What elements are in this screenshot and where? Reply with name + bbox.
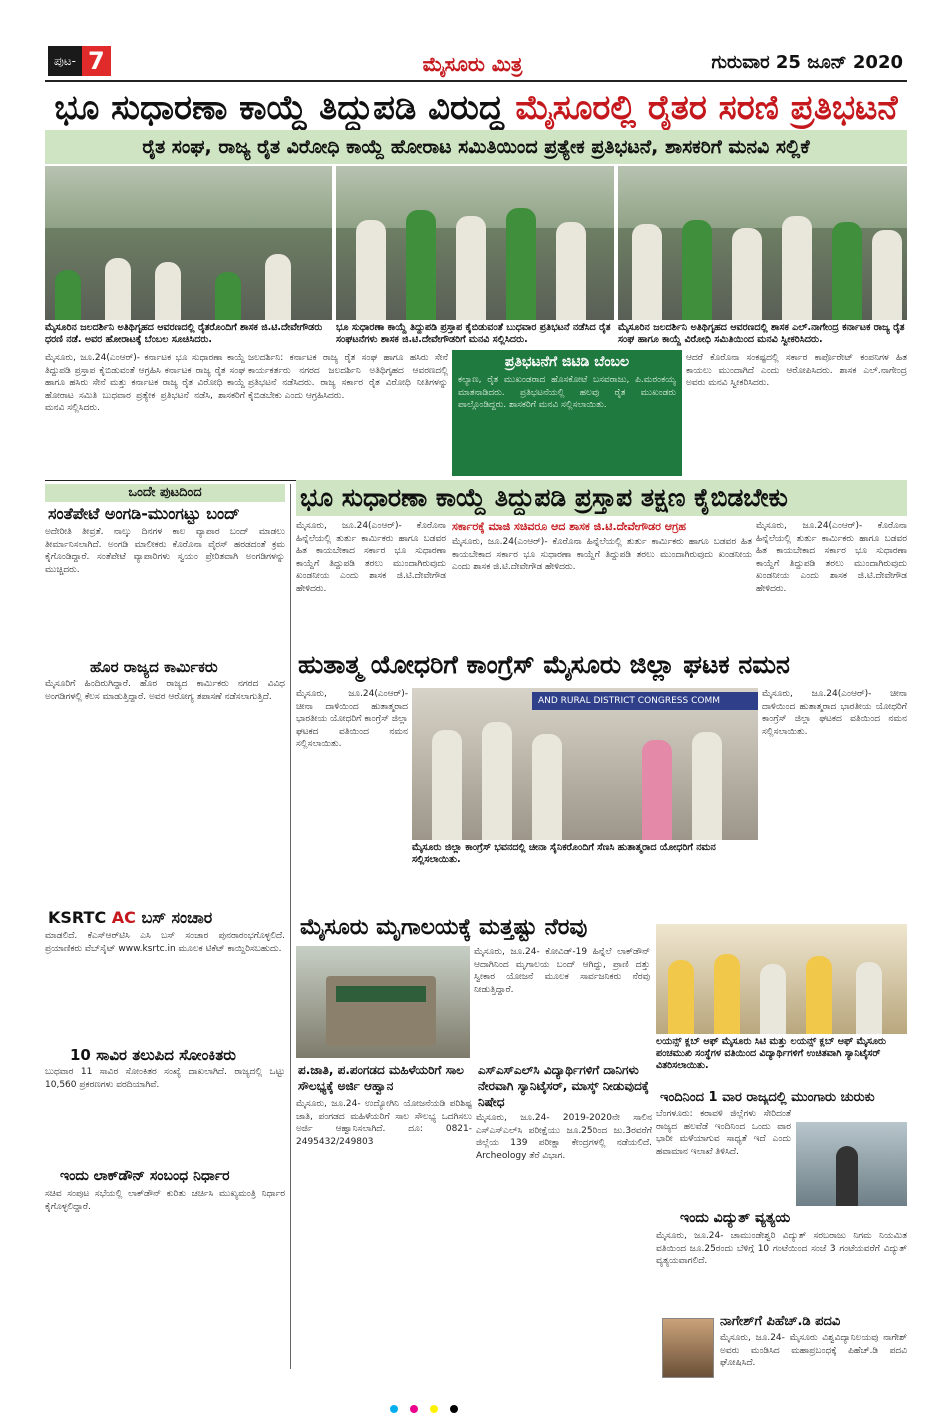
lions-photo	[656, 924, 907, 1034]
tribute-caption: ಮೈಸೂರು ಜಿಲ್ಲಾ ಕಾಂಗ್ರೆಸ್ ಭವನದಲ್ಲಿ ಚೀನಾ ಸೈನಿಕರೊಂದಿಗೆ ಸೆಣಸಿ ಹುತಾತ್ಮರಾದ ಯೋಧರಿಗೆ ನಮನ ಸಲ್ಲಿಸಲಾಯಿತು.	[412, 842, 716, 865]
masthead: ಮೈಸೂರು ಮಿತ್ರ	[422, 52, 523, 76]
black-dot-icon	[450, 1405, 458, 1413]
land-reform-body-3: ಮೈಸೂರು, ಜೂ.24(ಎಂಆರ್)- ಕೊರೊನಾ ಹಿನ್ನೆಲೆಯಲ್ಲಿ ತುರ್ತು ಕಾರ್ಮಿಕರು ಹಾಗೂ ಬಡವರ ಹಿತ ಕಾಯಬೇಕಾದ ಸರ್ಕಾರ ಭೂ ಸುಧಾರಣಾ ಕಾಯ್ದೆಗೆ ತಿದ್ದುಪಡಿ ತರಲು ಮುಂದಾಗಿರುವುದು ಖಂಡನೀಯ ಎಂದು ಶಾಸಕ ಜಿ.ಟಿ.ದೇವೇಗೌಡ ಹೇಳಿದರು.	[756, 521, 907, 594]
sslc-body: ಮೈಸೂರು, ಜೂ.24- 2019-2020ನೇ ಸಾಲಿನ ಎಸ್ಎಸ್ಎಲ್‌ಸಿ ಪರೀಕ್ಷೆಯು ಜೂ.25ರಿಂದ ಜು.3ರವರೆಗೆ ಜಿಲ್ಲೆಯ 139 ಪರೀಕ್ಷಾ ಕೇಂದ್ರಗಳಲ್ಲಿ ನಡೆಯಲಿದೆ. Archeology ತೆರೆ ವಿಭಾಗ.	[476, 1113, 652, 1161]
nagesh-portrait	[662, 1318, 714, 1378]
land-reform-title: ಭೂ ಸುಧಾರಣಾ ಕಾಯ್ದೆ ತಿದ್ದುಪಡಿ ಪ್ರಸ್ತಾಪ ತಕ್ಷಣ ಕೈಬಿಡಬೇಕು	[300, 483, 788, 512]
magenta-dot-icon	[410, 1405, 418, 1413]
land-reform-body-2: ಮೈಸೂರು, ಜೂ.24(ಎಂಆರ್)- ಕೊರೊನಾ ಹಿನ್ನೆಲೆಯಲ್ಲಿ ತುರ್ತು ಕಾರ್ಮಿಕರು ಹಾಗೂ ಬಡವರ ಹಿತ ಕಾಯಬೇಕಾದ ಸರ್ಕಾರ ಭೂ ಸುಧಾರಣಾ ಕಾಯ್ದೆಗೆ ತಿದ್ದುಪಡಿ ತರಲು ಮುಂದಾಗಿರುವುದು ಖಂಡನೀಯ ಎಂದು ಶಾಸಕ ಜಿ.ಟಿ.ದೇವೇಗೌಡ ಹೇಳಿದರು.	[452, 537, 752, 572]
tribute-title: ಹುತಾತ್ಮ ಯೋಧರಿಗೆ ಕಾಂಗ್ರೆಸ್ ಮೈಸೂರು ಜಿಲ್ಲಾ ಘಟಕ ನಮನ	[298, 650, 790, 679]
workers-body: ಮೈಸೂರಿಗೆ ಹಿಂದಿರುಗಿದ್ದಾರೆ. ಹೊರ ರಾಜ್ಯದ ಕಾರ್ಮಿಕರು ನಗರದ ವಿವಿಧ ಅಂಗಡಿಗಳಲ್ಲಿ ಕೆಲಸ ಮಾಡುತ್ತಿದ್ದಾರೆ. ಅವರ ಆರೋಗ್ಯ ತಪಾಸಣೆ ನಡೆಸಲಾಗುತ್ತಿದೆ.	[45, 679, 285, 702]
header-rule	[45, 80, 907, 82]
land-reform-body: ಮೈಸೂರು, ಜೂ.24(ಎಂಆರ್)- ಕೊರೊನಾ ಹಿನ್ನೆಲೆಯಲ್ಲಿ ತುರ್ತು ಕಾರ್ಮಿಕರು ಹಾಗೂ ಬಡವರ ಹಿತ ಕಾಯಬೇಕಾದ ಸರ್ಕಾರ ಭೂ ಸುಧಾರಣಾ ಕಾಯ್ದೆಗೆ ತಿದ್ದುಪಡಿ ತರಲು ಮುಂದಾಗಿರುವುದು ಖಂಡನೀಯ ಎಂದು ಶಾಸಕ ಜಿ.ಟಿ.ದೇವೇಗೌಡ ಹೇಳಿದರು.	[296, 521, 446, 594]
lead-body-col1: ಮೈಸೂರು, ಜೂ.24(ಎಂಆರ್)- ಕರ್ನಾಟಕ ಭೂ ಸುಧಾರಣಾ ಕಾಯ್ದೆ ತಿದ್ದುಪಡಿ ಪ್ರಸ್ತಾಪ ಕೈಬಿಡುವಂತೆ ಆಗ್ರಹಿಸಿ ಕರ್ನಾಟಕ ರಾಜ್ಯ ರೈತ ಸಂಘ ಹಾಗೂ ಹಸಿರು ಸೇನೆ ಮತ್ತು ಕರ್ನಾಟಕ ರಾಜ್ಯ ರೈತ ವಿರೋಧಿ ಕಾಯ್ದೆ ಹೋರಾಟ ಸಮಿತಿ ಬುಧವಾರ ಪ್ರತ್ಯೇಕ ಪ್ರತಿಭಟನೆ ನಡೆಸಿ, ಶಾಸಕರಿಗೆ ಮನವಿ ಸಲ್ಲಿಸಿದರು.	[45, 353, 245, 413]
ksrtc-title-rest: ಬಸ್ ಸಂಚಾರ	[141, 908, 213, 927]
zoo-body: ಮೈಸೂರು, ಜೂ.24- ಕೋವಿಡ್-19 ಹಿನ್ನೆಲೆ ಲಾಕ್‌ಡೌನ್ ಆದಾಗಿನಿಂದ ಮೃಗಾಲಯ ಬಂದ್ ಆಗಿದ್ದು, ಪ್ರಾಣಿ ದತ್ತು ಸ್ವೀಕಾರ ಯೋಜನೆ ಮೂಲಕ ಸಾರ್ವಜನಿಕರು ನೆರವು ನೀಡುತ್ತಿದ್ದಾರೆ.	[474, 947, 650, 995]
lead-subheadline: ರೈತ ಸಂಘ, ರಾಜ್ಯ ರೈತ ವಿರೋಧಿ ಕಾಯ್ದೆ ಹೋರಾಟ ಸಮಿತಿಯಿಂದ ಪ್ರತ್ಯೇಕ ಪ್ರತಿಭಟನೆ, ಶಾಸಕರಿಗೆ ಮನವಿ ಸಲ್ಲಿಕೆ	[45, 130, 907, 164]
tribute-body: ಮೈಸೂರು, ಜೂ.24(ಎಂಆರ್)- ಚೀನಾ ದಾಳಿಯಿಂದ ಹುತಾತ್ಮರಾದ ಭಾರತೀಯ ಯೋಧರಿಗೆ ಕಾಂಗ್ರೆಸ್ ಜಿಲ್ಲಾ ಘಟಕದ ವತಿಯಿಂದ ನಮನ ಸಲ್ಲಿಸಲಾಯಿತು.	[296, 689, 408, 749]
bandh-body: ಅದೇರೀತಿ ತೀವ್ರತೆ. ನಾಲ್ಕು ದಿನಗಳ ಕಾಲ ವ್ಯಾಪಾರ ಬಂದ್ ಮಾಡಲು ತೀರ್ಮಾನಿಸಲಾಗಿದೆ. ಅಂಗಡಿ ಮಾಲೀಕರು ಕೊರೊನಾ ವೈರಸ್ ಹರಡದಂತೆ ಕ್ರಮ ಕೈಗೊಂಡಿದ್ದಾರೆ. ಸಂತೆಪೇಟೆ ವ್ಯಾಪಾರಿಗಳು ಸ್ವಯಂ ಪ್ರೇರಿತವಾಗಿ ಅಂಗಡಿಗಳನ್ನು ಮುಚ್ಚಿದರು.	[45, 527, 285, 575]
lead-body-col2: ಜಲದರ್ಶಿನಿ: ಕರ್ನಾಟಕ ರಾಜ್ಯ ರೈತ ಸಂಘ ಹಾಗೂ ಹಸಿರು ಸೇನೆ ಕಾರ್ಯಕರ್ತರು ನಗರದ ಜಲದರ್ಶಿನಿ ಅತಿಥಿಗೃಹದ ಆವರಣದಲ್ಲಿ ಪ್ರತಿಭಟನೆ ನಡೆಸಿದರು. ರಾಜ್ಯ ಸರ್ಕಾರ ರೈತ ವಿರೋಧಿ ನೀತಿಗಳನ್ನು ಕೈಬಿಡಬೇಕು ಎಂದು ಆಗ್ರಹಿಸಿದರು.	[248, 353, 448, 401]
bandh-kicker: ಒಂದೇ ಪುಟದಿಂದ	[45, 484, 285, 502]
column-divider	[290, 484, 291, 1369]
page-number: 7	[82, 46, 111, 76]
issue-date: ಗುರುವಾರ 25 ಜೂನ್ 2020	[711, 52, 903, 73]
registration-marks	[0, 1405, 945, 1417]
rain-photo	[796, 1122, 907, 1206]
ksrtc-title	[48, 908, 288, 928]
power-title: ಇಂದು ವಿದ್ಯುತ್ ವ್ಯತ್ಯಯ	[680, 1210, 791, 1226]
lead-headline	[45, 86, 907, 130]
lead-photo-caption-1: ಮೈಸೂರಿನ ಜಲದರ್ಶಿನಿ ಅತಿಥಿಗೃಹದ ಆವರಣದಲ್ಲಿ ರೈತರೊಂದಿಗೆ ಶಾಸಕ ಜಿ.ಟಿ.ದೇವೇಗೌಡರು ಧರಣಿ ನಡೆ. ಅವರ ಹೋರಾಟಕ್ಕೆ ಬೆಂಬಲ ಸೂಚಿಸಿದರು.	[45, 322, 323, 345]
rain-body: ಬೆಂಗಳೂರು: ಕರಾವಳಿ ಜಿಲ್ಲೆಗಳು ಸೇರಿದಂತೆ ರಾಜ್ಯದ ಹಲವೆಡೆ ಇಂದಿನಿಂದ ಒಂದು ವಾರ ಭಾರೀ ಮಳೆಯಾಗುವ ಸಾಧ್ಯತೆ ಇದೆ ಎಂದು ಹವಾಮಾನ ಇಲಾಖೆ ತಿಳಿಸಿದೆ.	[656, 1109, 791, 1157]
loan-title: ಪ.ಜಾತಿ, ಪ.ಪಂಗಡದ ಮಹಿಳೆಯರಿಗೆ ಸಾಲ ಸೌಲಭ್ಯಕ್ಕೆ ಅರ್ಜಿ ಆಹ್ವಾನ	[298, 1063, 464, 1093]
ksrtc-title-prefix: KSRTC	[48, 908, 107, 927]
gtd-support-box-title: ಪ್ರತಿಭಟನೆಗೆ ಜಿಟಿಡಿ ಬೆಂಬಲ	[504, 354, 630, 370]
cases-body: ಬುಧವಾರ 11 ಸಾವಿರ ಸೋಂಕಿತರ ಸಂಖ್ಯೆ ದಾಖಲಾಗಿದೆ. ರಾಜ್ಯದಲ್ಲಿ ಒಟ್ಟು 10,560 ಪ್ರಕರಣಗಳು ವರದಿಯಾಗಿವೆ.	[45, 1067, 285, 1090]
lead-photo-caption-2: ಭೂ ಸುಧಾರಣಾ ಕಾಯ್ದೆ ತಿದ್ದುಪಡಿ ಪ್ರಸ್ತಾಪ ಕೈಬಿಡುವಂತೆ ಬುಧವಾರ ಪ್ರತಿಭಟನೆ ನಡೆಸಿದ ರೈತ ಸಂಘಟನೆಗಳು ಶಾಸಕ ಜಿ.ಟಿ.ದೇವೇಗೌಡರಿಗೆ ಮನವಿ ಸಲ್ಲಿಸಿದರು.	[336, 322, 611, 345]
lead-body-col4: ಆದರೆ ಕೊರೊನಾ ಸಂಕಷ್ಟದಲ್ಲಿ ಸರ್ಕಾರ ಕಾರ್ಪೊರೇಟ್ ಕಂಪನಿಗಳ ಹಿತ ಕಾಯಲು ಮುಂದಾಗಿದೆ ಎಂದು ಆರೋಪಿಸಿದರು. ಶಾಸಕ ಎಲ್.ನಾಗೇಂದ್ರ ಅವರು ಮನವಿ ಸ್ವೀಕರಿಸಿದರು.	[686, 353, 907, 388]
sslc-title: ಎಸ್ಎಸ್ಎಲ್‌ಸಿ ವಿದ್ಯಾರ್ಥಿಗಳಿಗೆ ದಾನಿಗಳು ನೇರವಾಗಿ ಸ್ಯಾನಿಟೈಸರ್, ಮಾಸ್ಕ್ ನೀಡುವುದಕ್ಕೆ ನಿಷೇಧ	[478, 1063, 649, 1109]
ksrtc-body: ಮಾಡಲಿದೆ. ಕೆಎಸ್ಆರ್‌ಟಿಸಿ ಎಸಿ ಬಸ್ ಸಂಚಾರ ಪುನರಾರಂಭಗೊಳ್ಳಲಿದೆ. ಪ್ರಯಾಣಿಕರು ವೆಬ್‌ಸೈಟ್ www.ksrtc.in ಮೂಲಕ ಟಿಕೆಟ್ ಕಾಯ್ದಿರಿಸಬಹುದು.	[45, 931, 285, 954]
lead-photo-caption-3: ಮೈಸೂರಿನ ಜಲದರ್ಶಿನಿ ಅತಿಥಿಗೃಹದ ಆವರಣದಲ್ಲಿ ಶಾಸಕ ಎಲ್.ನಾಗೇಂದ್ರ ಕರ್ನಾಟಕ ರಾಜ್ಯ ರೈತ ಸಂಘ ಹಾಗೂ ಕಾಯ್ದೆ ವಿರೋಧಿ ಸಮಿತಿಯಿಂದ ಮನವಿ ಸ್ವೀಕರಿಸಿದರು.	[618, 322, 905, 345]
lead-headline-black: ಭೂ ಸುಧಾರಣಾ ಕಾಯ್ದೆ ತಿದ್ದುಪಡಿ ವಿರುದ್ಧ	[54, 88, 504, 128]
yellow-dot-icon	[430, 1405, 438, 1413]
lead-photo-3	[618, 166, 907, 320]
bandh-title: ಸಂತೆಪೇಟೆ ಅಂಗಡಿ-ಮುಂಗಟ್ಟು ಬಂದ್	[48, 504, 240, 523]
zoo-title: ಮೈಸೂರು ಮೃಗಾಲಯಕ್ಕೆ ಮತ್ತಷ್ಟು ನೆರವು	[300, 915, 588, 940]
lead-headline-red: ಮೈಸೂರಲ್ಲಿ ರೈತರ ಸರಣಿ ಪ್ರತಿಭಟನೆ	[515, 88, 898, 128]
lead-photo-1	[45, 166, 332, 320]
gtd-support-box-body: ಕಲ್ಯಾಣ, ರೈತ ಮುಖಂಡರಾದ ಹೊಸಕೋಟೆ ಬಸವರಾಜು, ಪಿ.ಮರಂಕಯ್ಯ ಮಾತನಾಡಿದರು. ಪ್ರತಿಭಟನೆಯಲ್ಲಿ ಹಲವು ರೈತ ಮುಖಂಡರು ಪಾಲ್ಗೊಂಡಿದ್ದರು. ಶಾಸಕರಿಗೆ ಮನವಿ ಸಲ್ಲಿಸಲಾಯಿತು.	[458, 375, 676, 410]
lockdown-title: ಇಂದು ಲಾಕ್‌ಡೌನ್ ಸಂಬಂಧ ನಿರ್ಧಾರ	[60, 1168, 230, 1184]
land-reform-strap: ಸರ್ಕಾರಕ್ಕೆ ಮಾಜಿ ಸಚಿವರೂ ಆದ ಶಾಸಕ ಜಿ.ಟಿ.ದೇವೇಗೌಡರ ಆಗ್ರಹ	[452, 520, 687, 533]
zoo-photo	[296, 946, 470, 1058]
lions-caption: ಲಯನ್ಸ್ ಕ್ಲಬ್ ಆಫ್ ಮೈಸೂರು ಸಿಟಿ ಮತ್ತು ಲಯನ್ಸ್ ಕ್ಲಬ್ ಆಫ್ ಮೈಸೂರು ಪಂಚಮುಖಿ ಸಂಸ್ಥೆಗಳ ವತಿಯಿಂದ ವಿದ್ಯಾರ್ಥಿಗಳಿಗೆ ಉಚಿತವಾಗಿ ಸ್ಯಾನಿಟೈಸರ್ ವಿತರಿಸಲಾಯಿತು.	[656, 1036, 887, 1071]
lead-photo-2	[336, 166, 614, 320]
phd-body: ಮೈಸೂರು, ಜೂ.24- ಮೈಸೂರು ವಿಶ್ವವಿದ್ಯಾನಿಲಯವು ನಾಗೇಶ್ ಅವರು ಮಂಡಿಸಿದ ಮಹಾಪ್ರಬಂಧಕ್ಕೆ ಪಿಹೆಚ್.ಡಿ ಪದವಿ ಘೋಷಿಸಿದೆ.	[720, 1333, 907, 1368]
phd-title: ನಾಗೇಶ್‌ಗೆ ಪಿಹೆಚ್.ಡಿ ಪದವಿ	[720, 1314, 841, 1329]
cases-title: 10 ಸಾವಿರ ತಲುಪಿದ ಸೋಂಕಿತರು	[70, 1046, 236, 1064]
cyan-dot-icon	[390, 1405, 398, 1413]
rain-title: ಇಂದಿನಿಂದ 1 ವಾರ ರಾಜ್ಯದಲ್ಲಿ ಮುಂಗಾರು ಚುರುಕು	[660, 1090, 875, 1105]
lockdown-body: ಸಚಿವ ಸಂಪುಟ ಸಭೆಯಲ್ಲಿ ಲಾಕ್‌ಡೌನ್ ಕುರಿತು ಚರ್ಚಿಸಿ ಮುಖ್ಯಮಂತ್ರಿ ನಿರ್ಧಾರ ಕೈಗೊಳ್ಳಲಿದ್ದಾರೆ.	[45, 1189, 285, 1212]
page-label: ಪುಟ-	[54, 53, 76, 68]
power-body: ಮೈಸೂರು, ಜೂ.24- ಚಾಮುಂಡೇಶ್ವರಿ ವಿದ್ಯುತ್ ಸರಬರಾಜು ನಿಗಮ ನಿಯಮಿತ ವತಿಯಿಂದ ಜೂ.25ರಂದು ಬೆಳಿಗ್ಗೆ 10 ಗಂಟೆಯಿಂದ ಸಂಜೆ 3 ಗಂಟೆಯವರೆಗೆ ವಿದ್ಯುತ್ ವ್ಯತ್ಯಯವಾಗಲಿದೆ.	[656, 1231, 907, 1266]
workers-title: ಹೊರ ರಾಜ್ಯದ ಕಾರ್ಮಿಕರು	[90, 658, 218, 676]
ksrtc-title-ac: AC	[111, 908, 136, 927]
tribute-photo	[412, 688, 758, 840]
loan-body: ಮೈಸೂರು, ಜೂ.24- ಉದ್ಯೋಗಿನಿ ಯೋಜನೆಯಡಿ ಪರಿಶಿಷ್ಟ ಜಾತಿ, ಪಂಗಡದ ಮಹಿಳೆಯರಿಗೆ ಸಾಲ ಸೌಲಭ್ಯ ಒದಗಿಸಲು ಅರ್ಜಿ ಆಹ್ವಾನಿಸಲಾಗಿದೆ. ದೂ: 0821-2495432/249803	[296, 1099, 472, 1147]
gtd-support-box	[452, 350, 682, 476]
tribute-body-2: ಮೈಸೂರು, ಜೂ.24(ಎಂಆರ್)- ಚೀನಾ ದಾಳಿಯಿಂದ ಹುತಾತ್ಮರಾದ ಭಾರತೀಯ ಯೋಧರಿಗೆ ಕಾಂಗ್ರೆಸ್ ಜಿಲ್ಲಾ ಘಟಕದ ವತಿಯಿಂದ ನಮನ ಸಲ್ಲಿಸಲಾಯಿತು.	[762, 689, 907, 737]
congress-banner: AND RURAL DISTRICT CONGRESS COMM	[532, 692, 758, 710]
